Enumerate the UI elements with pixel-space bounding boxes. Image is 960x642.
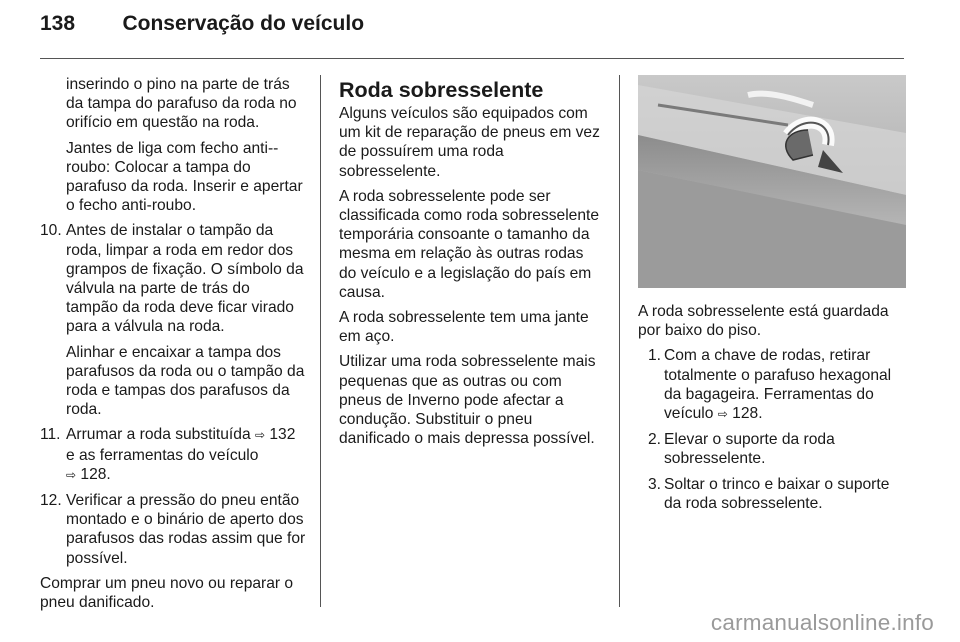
list-number: 1. <box>648 347 662 365</box>
column-divider-1 <box>320 75 321 607</box>
list-item-11 <box>40 425 306 485</box>
list-number: 12. <box>40 492 62 510</box>
page-reference-arrow-icon: ⇨ <box>254 428 266 443</box>
paragraph-intro: A roda sobresselente está guardada por baixo do piso. <box>638 303 889 340</box>
column-2 <box>339 75 605 454</box>
paragraph: Utilizar uma roda sobresselente mais pequenas que as outras ou com pneus de Inverno pode afectar a condução. Substituir o pneu danificado o mais depressa possível. <box>339 353 596 448</box>
spare-wheel-illustration <box>638 75 906 288</box>
paragraph-closing: Comprar um pneu novo ou reparar o pneu danificado. <box>40 574 294 612</box>
step-item-3 <box>640 475 906 513</box>
list-item-10-subparagraph: Alinhar e encaixar a tampa dos parafusos da roda ou o tampão da roda e tampas dos parafusos da roda. <box>66 343 305 419</box>
column-divider-2 <box>619 75 620 607</box>
paragraph: inserindo o pino na parte de trás da tampa do parafuso da roda no orifício em questão na roda. <box>66 76 297 132</box>
paragraph-alloy-wheels: Jantes de liga com fecho anti-roubo: Colocar a tampa do parafuso da roda. Inserir e apertar o fecho anti-roubo. <box>66 139 303 215</box>
column-1 <box>40 75 306 618</box>
list-item-text: Verificar a pressão do pneu então montado e o binário de aperto dos parafusos das rodas assim que for possível. <box>66 492 306 567</box>
page-reference[interactable]: 132 <box>269 426 296 444</box>
page-reference-arrow-icon: ⇨ <box>717 407 728 422</box>
steps-list <box>638 346 906 513</box>
list-number: 11. <box>40 426 61 444</box>
list-item-text: Soltar o trinco e baixar o suporte da roda sobresselente. <box>664 475 890 512</box>
list-item-12 <box>40 491 306 568</box>
page-number: 138 <box>40 12 76 35</box>
page-reference-arrow-icon: ⇨ <box>66 467 77 482</box>
paragraph: A roda sobresselente tem uma jante em aço. <box>339 309 589 346</box>
page-header <box>40 12 364 42</box>
list-item-text: Arrumar a roda substituída <box>66 426 251 444</box>
list-item-text: e as ferramentas do veículo <box>66 446 259 464</box>
paragraph: A roda sobresselente pode ser classificada como roda sobresselente temporária consoante o tamanho da mesma em relação às outras rodas do veículo e a legislação do país em causa. <box>339 187 600 301</box>
section-title: Roda sobresselente <box>339 78 544 102</box>
list-number: 2. <box>648 431 662 449</box>
step-item-1 <box>640 346 906 424</box>
header-rule <box>40 58 904 59</box>
paragraph: Alguns veículos são equipados com um kit de reparação de pneus em vez de possuírem uma roda sobresselente. <box>339 105 600 180</box>
list-item-text: Elevar o suporte da roda sobresselente. <box>664 431 835 468</box>
page-reference[interactable]: 128. <box>732 405 763 423</box>
step-item-2 <box>640 430 906 468</box>
list-item-text: Com a chave de rodas, retirar totalmente o parafuso hexagonal da bagageira. Ferramentas do veículo <box>664 347 892 423</box>
watermark: carmanualsonline.info <box>710 610 934 635</box>
page-reference[interactable]: 128. <box>80 465 111 483</box>
list-number: 10. <box>40 222 62 240</box>
column-3 <box>638 302 906 519</box>
list-item-10 <box>40 221 306 336</box>
list-item-text: Antes de instalar o tampão da roda, limpar a roda em redor dos grampos de fixação. O símbolo da válvula na parte de trás do tampão da roda deve ficar virado para a válvula na roda. <box>66 222 304 336</box>
list-number: 3. <box>648 475 662 493</box>
page-title: Conservação do veículo <box>122 12 365 35</box>
trunk-floor-illustration <box>638 75 906 288</box>
